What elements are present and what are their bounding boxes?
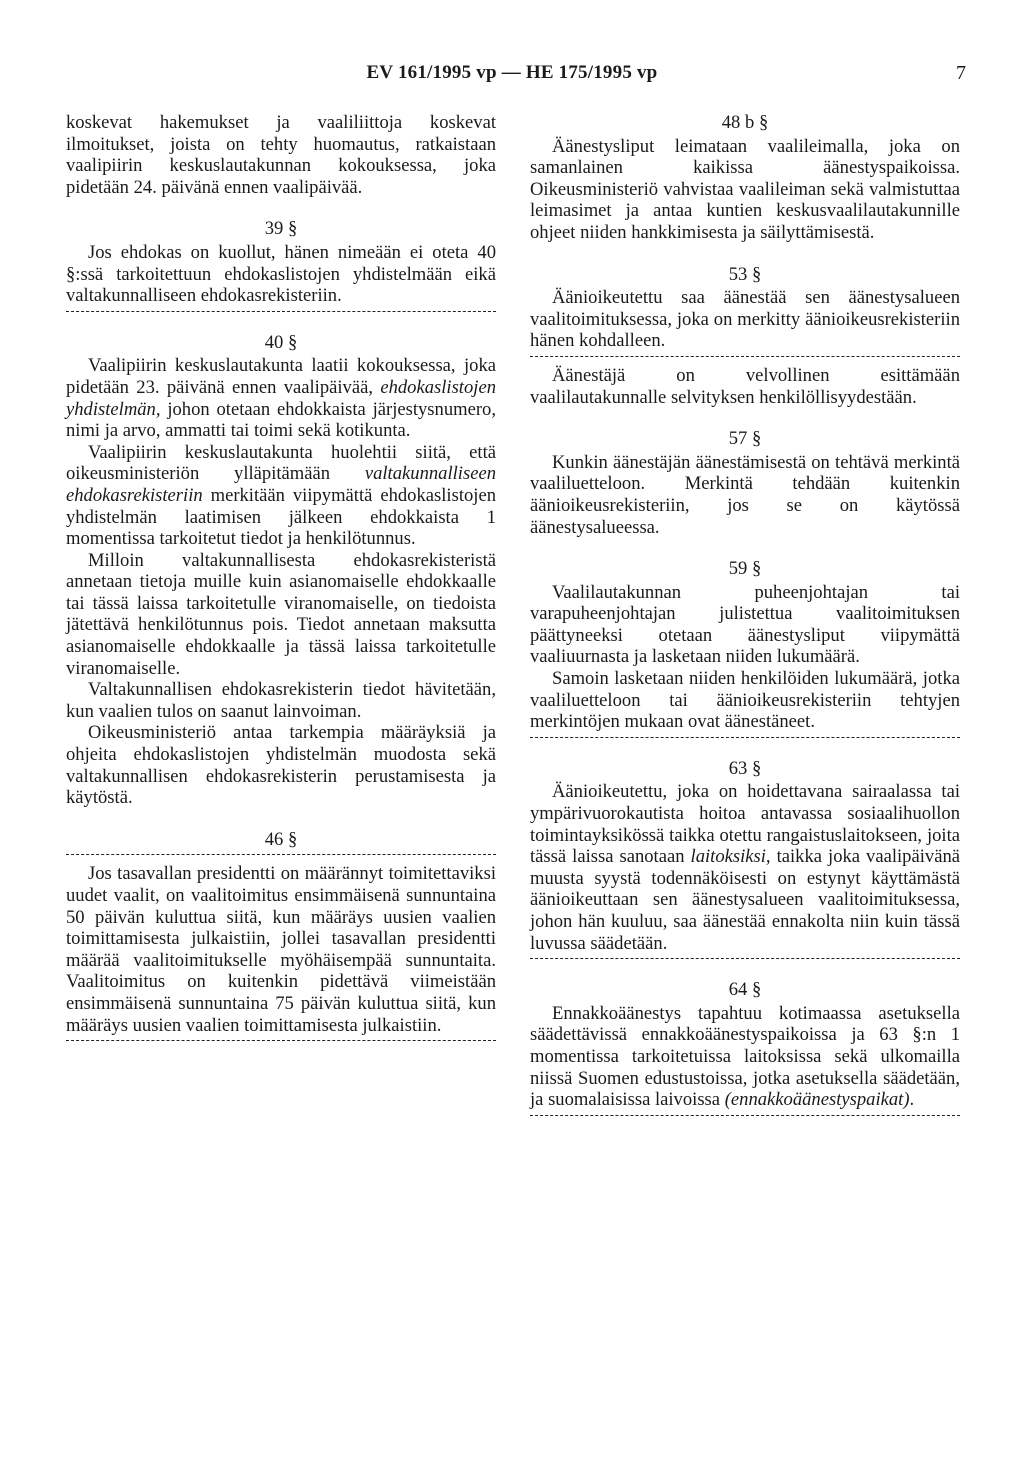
section-heading: 57 § [728,428,762,450]
text-run: Vaalipiirin keskuslautakunta laatii kokouksessa, joka pidetään 23. päivänä ennen vaalipäivää, [66,355,496,398]
section-paragraph: Jos ehdokas on kuollut, hänen nimeään ei oteta 40 §:ssä tarkoitettuun ehdokaslistojen yhdistelmään eikä valtakunnalliseen ehdokasrekisteriin. [66,241,496,307]
omission-divider [66,1040,496,1041]
omission-divider [530,356,960,357]
page-number: 7 [956,62,966,84]
right-column [530,112,960,1136]
section-paragraph [530,781,960,954]
omission-divider [530,737,960,738]
text-run: taikka joka vaalipäivänä muusta syystä todennäköisesti on estynyt käyttämästä äänioikeuttaan sen äänestysalueen vaalitoimituksessa, johon hän kuuluu, saa äänestää ennakolta niin kuin tässä luvussa säädetään. [530,846,961,954]
section-heading: 40 § [264,331,298,353]
section-46 [66,829,496,1041]
section-paragraph: Kunkin äänestäjän äänestämisestä on tehtävä merkintä vaaliluetteloon. Merkintä tehdään kuitenkin äänioikeusrekisteriin, jos se on käytössä äänestysalueessa. [530,451,960,538]
section-heading: 53 § [728,263,762,285]
text-run: Vaalipiirin keskuslautakunta huolehtii siitä, että oikeusministeriön ylläpitämään [66,441,496,485]
section-paragraph: Äänestysliput leimataan vaalileimalla, joka on samanlainen kaikissa äänestyspaikoissa. Oikeusministeriö vahvistaa vaalileiman sekä valmistuttaa leimasimet ja antaa kuntien keskusvaalilautakunnille ohjeet niiden hankkimisesta ja säilyttämisestä. [530,135,960,243]
section-paragraph: Valtakunnallisen ehdokasrekisterin tiedot hävitetään, kun vaalien tulos on saanut lainvoiman. [66,679,496,722]
emphasized-term: laitoksiksi, [690,846,771,868]
section-paragraph: Milloin valtakunnallisesta ehdokasrekisteristä annetaan tietoja muille kuin asianomaiselle ehdokkaalle tai tässä laissa tarkoitetulle viranomaiselle, on tiedoista jätettävä henkilötunnus pois. Tiedot annetaan maksutta asianomaiselle ehdokkaalle ja tässä laissa tarkoitetulle viranomaiselle. [66,549,496,679]
section-paragraph: Jos tasavallan presidentti on määrännyt toimitettaviksi uudet vaalit, on vaalitoimitus ensimmäisenä sunnuntaina 50 päivän kuluttua siitä, kun määräys uusien vaalien toimittamisesta julkaistiin, jollei tasavallan presidentti määrää vaalitoimitukselle myöhäisempää sunnuntaita. Vaalitoimitus on kuitenkin pidettävä viimeistään ensimmäisenä sunnuntaina 75 päivän kuluttua siitä, kun määräys uusien vaalien toimittamisesta julkaistiin. [66,863,496,1036]
section-heading: 39 § [264,218,298,240]
section-53 [530,264,960,409]
intro-block [66,112,496,198]
omission-divider [66,311,496,312]
section-paragraph: Samoin lasketaan niiden henkilöiden lukumäärä, jotka vaaliluetteloon tai äänioikeusrekisteriin tehtyjen merkintöjen mukaan ovat äänestäneet. [530,668,960,733]
text-run: Äänioikeutettu, joka on hoidettavana sairaalassa tai ympärivuorokautista hoitoa antavassa sosiaalihuollon toimintayksikössä taikka otettu rangaistuslaitokseen, joita tässä laissa sanotaan [530,781,960,868]
section-39 [66,218,496,311]
section-paragraph [530,1003,960,1111]
text-run: Ennakkoäänestys tapahtuu kotimaassa asetuksella säädettävissä ennakkoäänestyspaikoissa ja 63 §:n 1 momentissa tarkoitetuissa laitoksissa sekä ulkomailla niissä Suomen edustustoissa, jotka asetuksella säädetään, ja suomalaisissa laivoissa [530,1002,960,1111]
section-heading: 48 b § [721,112,769,133]
section-heading: 64 § [728,979,762,1001]
omission-divider [530,958,960,959]
emphasized-term: ehdokaslistojen yhdistelmän, [66,376,496,420]
section-64 [530,979,960,1116]
section-59 [530,558,960,738]
text-run: merkitään viipymättä ehdokaslistojen yhdistelmän laatimisen jälkeen ehdokkaista 1 momentissa tarkoitetut tiedot ja henkilötunnus. [66,484,496,550]
section-heading: 46 § [264,828,298,850]
text-run: johon otetaan ehdokkaista järjestysnumero, nimi ja arvo, ammatti tai toimi sekä kotikunta. [66,398,496,442]
omission-divider [530,1115,960,1116]
section-40 [66,332,496,809]
document-title: EV 161/1995 vp — HE 175/1995 vp [366,62,658,83]
emphasized-term: (ennakkoäänestyspaikat) [724,1089,910,1111]
section-paragraph [66,355,496,441]
section-paragraph: Äänioikeutettu saa äänestää sen äänestysalueen vaalitoimituksessa, joka on merkitty äänioikeusrekisteriin hänen kohdalleen. [530,287,960,352]
section-paragraph: Vaalilautakunnan puheenjohtajan tai varapuheenjohtajan julistettua vaalitoimituksen päättyneeksi otetaan äänestysliput viipymättä vaaliuurnasta ja lasketaan niiden lukumäärä. [530,581,960,668]
intro-paragraph: koskevat hakemukset ja vaaliliittoja koskevat ilmoitukset, joista on tehty huomautus, ratkaistaan vaalipiirin keskuslautakunnan kokouksessa, joka pidetään 24. päivänä ennen vaalipäivää. [66,112,496,198]
text-run: . [909,1089,915,1111]
section-63 [530,758,960,959]
section-paragraph: Oikeusministeriö antaa tarkempia määräyksiä ja ohjeita ehdokaslistojen yhdistelmän muodosta sekä valtakunnallisen ehdokasrekisterin perustamisesta ja käytöstä. [66,722,496,809]
emphasized-term: valtakunnalliseen ehdokasrekisteriin [66,463,496,506]
section-paragraph: Äänestäjä on velvollinen esittämään vaalilautakunnalle selvityksen henkilöllisyydestään. [530,364,960,408]
section-heading: 63 § [728,757,762,779]
page-header [0,62,1024,92]
left-column [66,112,496,1061]
omission-divider [66,854,496,855]
section-57 [530,428,960,538]
section-heading: 59 § [728,558,762,580]
section-paragraph [66,442,496,550]
section-48b [530,112,960,244]
